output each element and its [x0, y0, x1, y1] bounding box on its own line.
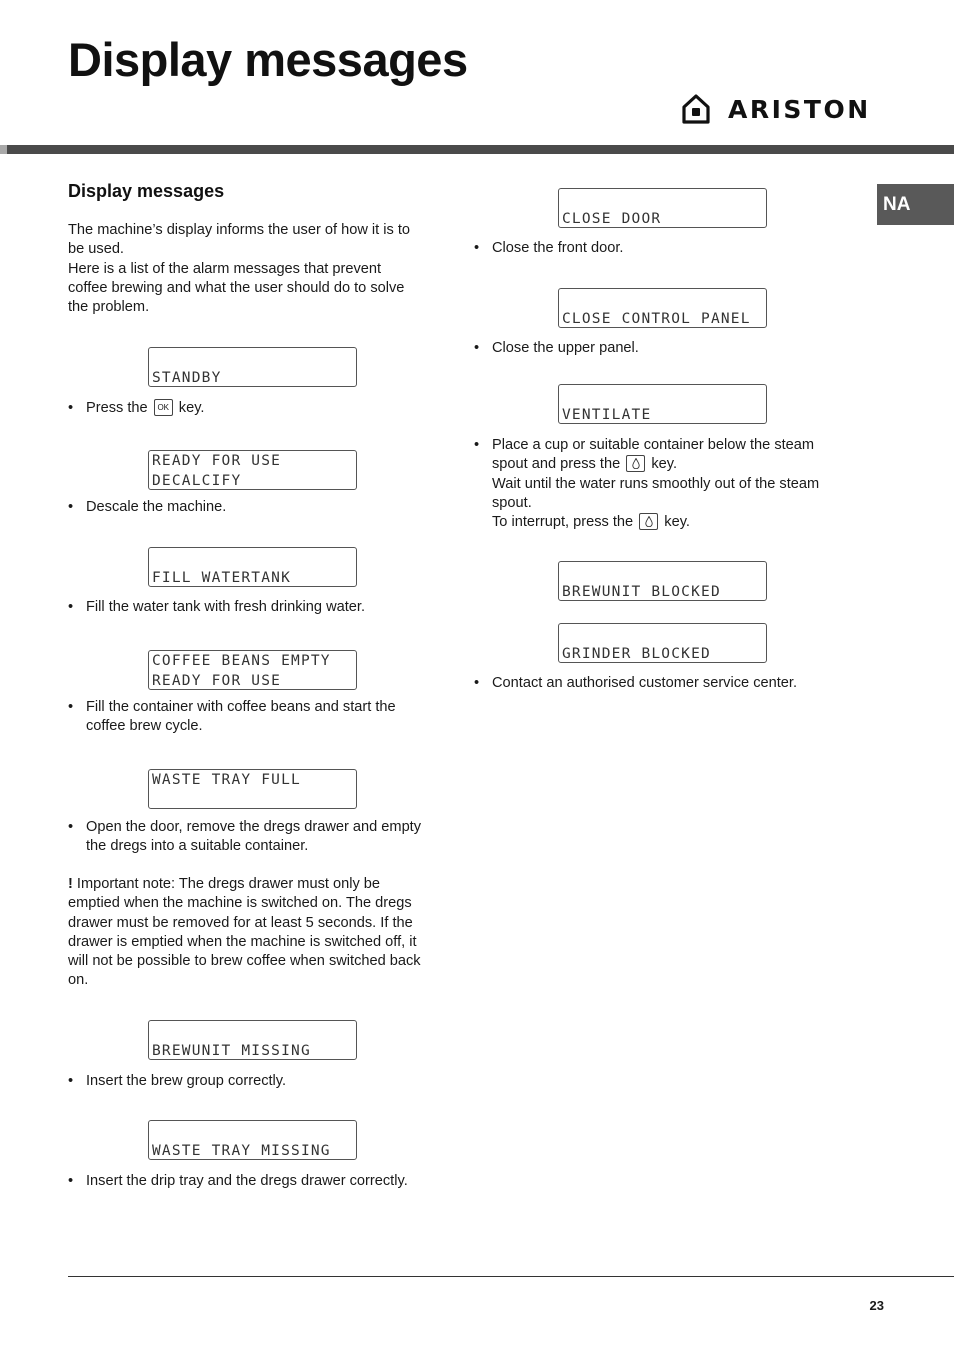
footer-rule — [68, 1276, 954, 1277]
instruction-text: Descale the machine. — [86, 499, 227, 515]
instruction-text: Insert the drip tray and the dregs drawer correctly. — [86, 1173, 408, 1189]
page-number: 23 — [869, 1298, 884, 1313]
instruction-ventilate — [474, 436, 864, 532]
lcd-beans-empty — [148, 650, 357, 690]
lcd-text: WASTE TRAY MISSING — [152, 1143, 331, 1159]
header-rule-tip — [0, 145, 7, 154]
intro-line: the problem. — [68, 299, 150, 316]
bullet: • — [474, 240, 480, 256]
lcd-line1: COFFEE BEANS EMPTY — [152, 653, 331, 669]
intro-line: coffee brewing and what the user should do to solve — [68, 279, 405, 296]
lcd-text: BREWUNIT BLOCKED — [562, 584, 721, 600]
note-mark: ! — [68, 876, 73, 892]
intro-line: be used. — [68, 241, 124, 258]
instruction-close-panel — [474, 339, 854, 358]
brand-logo — [682, 93, 871, 125]
bullet: • — [68, 599, 74, 615]
lcd-text: CLOSE DOOR — [562, 211, 662, 227]
instruction-text: the dregs into a suitable container. — [86, 838, 309, 855]
instruction-text: Open the door, remove the dregs drawer and empty — [86, 819, 422, 835]
instruction-text: Fill the container with coffee beans and start the — [86, 699, 396, 715]
lcd-ventilate — [558, 384, 767, 424]
lcd-close-door — [558, 188, 767, 228]
instruction-decalcify — [68, 498, 448, 517]
lcd-text: WASTE TRAY FULL — [152, 772, 301, 788]
instruction-text: spout. — [492, 494, 532, 511]
note-line: on. — [68, 972, 89, 989]
instruction-text: key. — [178, 400, 205, 416]
header-rule — [0, 145, 954, 154]
instruction-standby — [68, 399, 448, 418]
instruction-text: key. — [651, 456, 677, 473]
instruction-text: coffee brew cycle. — [86, 718, 203, 735]
steam-key-icon — [626, 455, 645, 472]
lcd-brewunit-missing — [148, 1020, 357, 1060]
lcd-line2: DECALCIFY — [152, 473, 242, 489]
instruction-brewunit-missing — [68, 1072, 448, 1091]
instruction-text: Close the upper panel. — [492, 340, 639, 356]
instruction-waste-tray-full — [68, 818, 448, 857]
lcd-text: STANDBY — [152, 370, 222, 386]
note-line: drawer must be removed for at least 5 seconds. If the — [68, 914, 413, 931]
important-note — [68, 875, 440, 991]
ariston-house-icon — [682, 94, 710, 124]
lcd-standby — [148, 347, 357, 387]
instruction-text: Wait until the water runs smoothly out of the steam — [492, 475, 820, 492]
note-line: emptied when the machine is switched on. The dregs — [68, 895, 412, 912]
bullet: • — [474, 340, 480, 356]
lcd-grinder-blocked — [558, 623, 767, 663]
bullet: • — [474, 675, 480, 691]
lcd-brewunit-blocked — [558, 561, 767, 601]
page-title: Display messages — [68, 33, 468, 86]
instruction-text: Press the — [86, 400, 148, 416]
instruction-waste-tray-missing — [68, 1172, 448, 1191]
intro-line: The machine’s display informs the user of how it is to — [68, 222, 411, 238]
lcd-waste-tray-full — [148, 769, 357, 809]
instruction-close-door — [474, 239, 854, 258]
bullet: • — [68, 699, 74, 715]
instruction-text: To interrupt, press the — [492, 514, 634, 531]
lcd-line2: READY FOR USE — [152, 673, 282, 689]
bullet: • — [68, 1073, 74, 1089]
instruction-text: key. — [664, 514, 690, 531]
lcd-waste-tray-missing — [148, 1120, 357, 1160]
lcd-text: FILL WATERTANK — [152, 570, 292, 586]
intro-text — [68, 221, 440, 317]
lcd-fill-watertank — [148, 547, 357, 587]
note-line: will not be possible to brew coffee when switched back — [68, 953, 421, 970]
instruction-text: Insert the brew group correctly. — [86, 1073, 287, 1089]
bullet: • — [68, 499, 74, 515]
bullet: • — [474, 437, 480, 453]
lcd-decalcify — [148, 450, 357, 490]
note-line: Important note: The dregs drawer must only be — [72, 876, 381, 892]
brand-name: ARISTON — [728, 94, 871, 124]
language-tab: NA — [877, 184, 954, 225]
lcd-text: GRINDER BLOCKED — [562, 646, 711, 662]
instruction-text: Fill the water tank with fresh drinking water. — [86, 599, 366, 615]
lcd-text: BREWUNIT MISSING — [152, 1043, 311, 1059]
instruction-text: Contact an authorised customer service center. — [492, 675, 798, 691]
instruction-text: Close the front door. — [492, 240, 624, 256]
intro-line: Here is a list of the alarm messages that prevent — [68, 260, 382, 277]
lcd-text: CLOSE CONTROL PANEL — [562, 311, 751, 327]
instruction-fill-watertank — [68, 598, 448, 617]
section-title: Display messages — [68, 181, 225, 201]
instruction-service-center — [474, 674, 864, 693]
ok-key-icon: OK — [154, 399, 173, 416]
instruction-text: Place a cup or suitable container below the steam — [492, 437, 815, 453]
lcd-close-control-panel — [558, 288, 767, 328]
steam-key-icon — [639, 513, 658, 530]
bullet: • — [68, 1173, 74, 1189]
note-line: drawer is emptied when the machine is switched off, it — [68, 933, 417, 950]
instruction-text: spout and press the — [492, 456, 621, 473]
lcd-line1: READY FOR USE — [152, 453, 282, 469]
bullet: • — [68, 819, 74, 835]
lcd-text: VENTILATE — [562, 407, 652, 423]
bullet: • — [68, 400, 74, 416]
instruction-beans-empty — [68, 698, 448, 737]
